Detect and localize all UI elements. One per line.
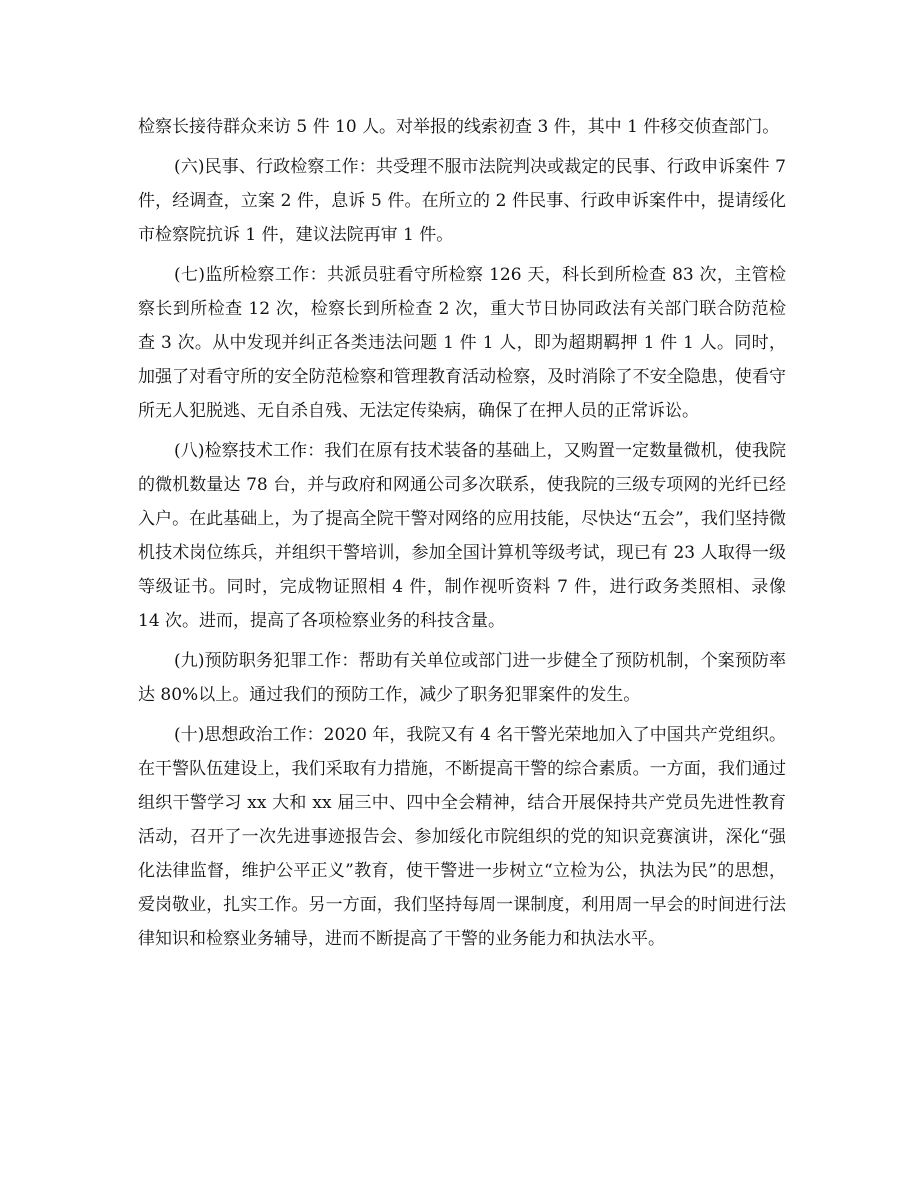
document-body bbox=[138, 110, 786, 962]
paragraph-civil-administrative-procuratorial: (六)民事、行政检察工作：共受理不服市法院判决或裁定的民事、行政申诉案件 7 件，经调查，立案 2 件，息诉 5 件。在所立的 2 件民事、行政申诉案件中，提请绥化市检察院抗诉 1 件，建议法院再审 1 件。 bbox=[138, 157, 786, 245]
paragraph-continuation: 检察长接待群众来访 5 件 10 人。对举报的线索初查 3 件，其中 1 件移交侦查部门。 bbox=[138, 117, 780, 137]
paragraph-procuratorial-technology: (八)检察技术工作：我们在原有技术装备的基础上，又购置一定数量微机，使我院的微机数量达 78 台，并与政府和网通公司多次联系，使我院的三级专项网的光纤已经入户。在此基础上，为了提高全院干警对网络的应用技能，尽快达“五会”，我们坚持微机技术岗位练兵，并组织干警培训，参加全国计算机等级考试，现已有 23 人取得一级等级证书。同时，完成物证照相 4 件，制作视听资料 7 件，进行政务类照相、录像 14 次。进而，提高了各项检察业务的科技含量。 bbox=[138, 441, 786, 631]
paragraph-ideological-political-work: (十)思想政治工作：2020 年，我院又有 4 名干警光荣地加入了中国共产党组织。在干警队伍建设上，我们采取有力措施，不断提高干警的综合素质。一方面，我们通过组织干警学习 xx 大和 xx 届三中、四中全会精神，结合开展保持共产党员先进性教育活动，召开了一次先进事迹报告会、参加绥化市院组织的党的知识竞赛演讲，深化“强化法律监督，维护公平正义”教育，使干警进一步树立“立检为公，执法为民”的思想，爱岗敬业，扎实工作。另一方面，我们坚持每周一课制度，利用周一早会的时间进行法律知识和检察业务辅导，进而不断提高了干警的业务能力和执法水平。 bbox=[138, 725, 786, 949]
paragraph-crime-prevention: (九)预防职务犯罪工作：帮助有关单位或部门进一步健全了预防机制，个案预防率达 80%以上。通过我们的预防工作，减少了职务犯罪案件的发生。 bbox=[138, 651, 786, 705]
paragraph-detention-procuratorial: (七)监所检察工作：共派员驻看守所检察 126 天，科长到所检查 83 次，主管检察长到所检查 12 次，检察长到所检查 2 次，重大节日协同政法有关部门联合防范检查 3 次。从中发现并纠正各类违法问题 1 件 1 人，即为超期羁押 1 件 1 人。同时，加强了对看守所的安全防范检察和管理教育活动检察，及时消除了不安全隐患，使看守所无人犯脱逃、无自杀自残、无法定传染病，确保了在押人员的正常诉讼。 bbox=[138, 265, 786, 421]
